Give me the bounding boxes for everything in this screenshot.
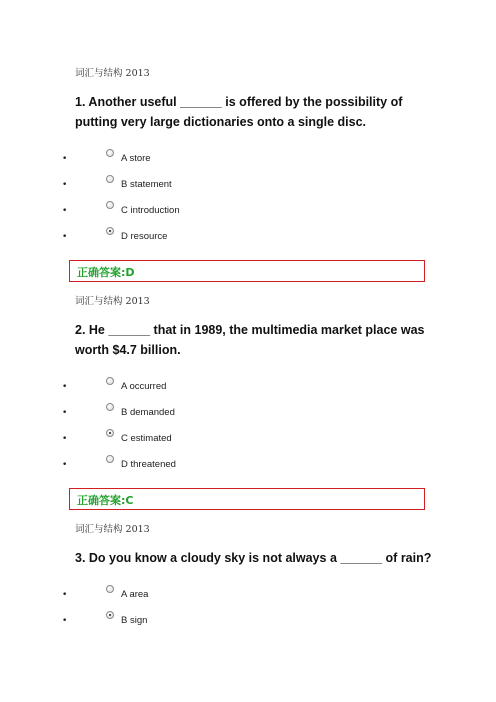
bullet-icon: •	[62, 232, 68, 242]
bullet-icon: •	[62, 206, 68, 216]
radio-button-icon[interactable]	[106, 429, 114, 437]
bullet-icon: •	[62, 154, 68, 164]
radio-button-icon[interactable]	[106, 201, 114, 209]
question-1-category: 词汇与结构 2013	[75, 68, 150, 79]
option-label: C estimated	[121, 433, 172, 444]
radio-button-icon[interactable]	[106, 403, 114, 411]
correct-answer-text: 正确答案:D	[77, 266, 135, 279]
bullet-icon: •	[62, 434, 68, 444]
bullet-icon: •	[62, 616, 68, 626]
bullet-icon: •	[62, 180, 68, 190]
radio-button-icon[interactable]	[106, 227, 114, 235]
question-2-option-a[interactable]	[62, 381, 362, 397]
radio-button-icon[interactable]	[106, 175, 114, 183]
question-2-text: 2. He ______ that in 1989, the multimedia market place was worth $4.7 billion.	[75, 323, 425, 357]
question-1-text: 1. Another useful ______ is offered by the possibility of putting very large dictionaries onto a single disc.	[75, 95, 403, 129]
question-2-option-d[interactable]	[62, 459, 362, 475]
option-label: B demanded	[121, 407, 175, 418]
option-label: A occurred	[121, 381, 167, 392]
question-1-answer-box	[69, 260, 425, 282]
option-label: B sign	[121, 615, 148, 626]
radio-button-icon[interactable]	[106, 585, 114, 593]
option-label: B statement	[121, 179, 172, 190]
bullet-icon: •	[62, 408, 68, 418]
option-label: C introduction	[121, 205, 180, 216]
question-1-option-a[interactable]	[62, 153, 362, 169]
radio-button-icon[interactable]	[106, 377, 114, 385]
radio-button-icon[interactable]	[106, 455, 114, 463]
radio-button-icon[interactable]	[106, 611, 114, 619]
question-3-option-a[interactable]	[62, 589, 362, 605]
question-3-text: 3. Do you know a cloudy sky is not always a ______ of rain?	[75, 551, 432, 565]
option-label: D resource	[121, 231, 168, 242]
question-2-answer-box	[69, 488, 425, 510]
question-2-category: 词汇与结构 2013	[75, 296, 150, 307]
question-2-option-b[interactable]	[62, 407, 362, 423]
question-1-option-b[interactable]	[62, 179, 362, 195]
option-label: D threatened	[121, 459, 176, 470]
question-2-option-c[interactable]	[62, 433, 362, 449]
question-1-option-d[interactable]	[62, 231, 362, 247]
question-3-option-b[interactable]	[62, 615, 362, 631]
bullet-icon: •	[62, 460, 68, 470]
radio-button-icon[interactable]	[106, 149, 114, 157]
option-label: A store	[121, 153, 151, 164]
option-label: A area	[121, 589, 149, 600]
question-1-option-c[interactable]	[62, 205, 362, 221]
bullet-icon: •	[62, 590, 68, 600]
correct-answer-text: 正确答案:C	[77, 494, 134, 507]
question-3-category: 词汇与结构 2013	[75, 524, 150, 535]
bullet-icon: •	[62, 382, 68, 392]
